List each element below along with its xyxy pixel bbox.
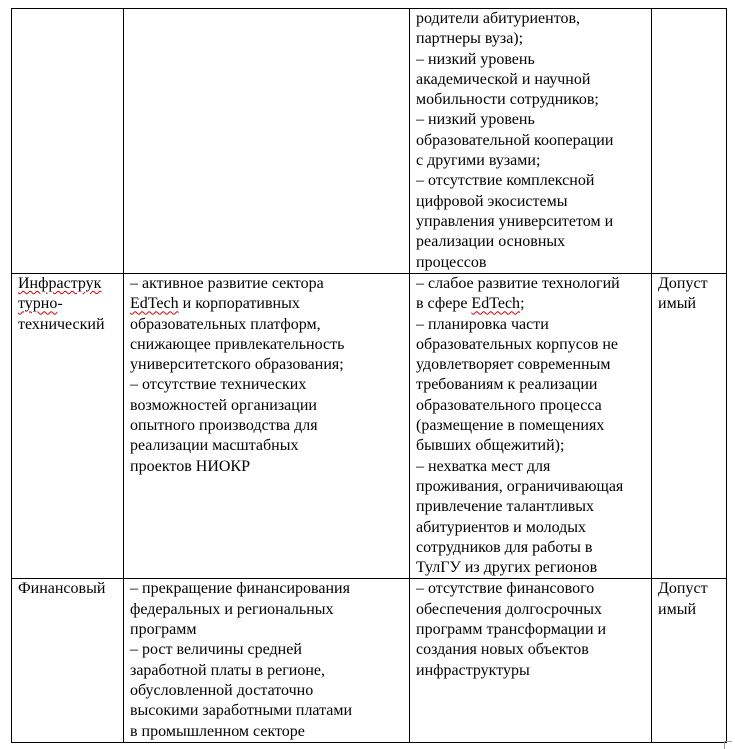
text-line: Инфраструк (18, 275, 102, 292)
text-line: образовательной кооперации (416, 131, 614, 149)
text-line: имый (658, 600, 696, 618)
text-line: – рост величины средней (130, 641, 302, 659)
internal-factors-cell (410, 579, 652, 743)
text-line: проектов НИОКР (130, 457, 250, 475)
risk-level-cell (652, 579, 727, 743)
text-line: академической и научной (416, 70, 591, 88)
text-line: мобильности сотрудников; (416, 91, 599, 109)
text-line: инфраструктуры (416, 661, 530, 679)
text-line: партнеры вуза); (416, 30, 524, 48)
factor-cell (12, 9, 124, 274)
text-line: абитуриентов и молодых (416, 518, 587, 536)
text-line: образовательных платформ, (130, 315, 321, 333)
table-row (12, 579, 727, 743)
text-line: ТулГУ из других регионов (416, 559, 598, 577)
text-line: обеспечения долгосрочных (416, 600, 602, 618)
text-line: реализации масштабных (130, 437, 299, 455)
text-line: в сфере EdTech; (416, 295, 525, 313)
text-line: – активное развитие сектора (130, 275, 324, 292)
text-line: удовлетворяет современным (416, 356, 611, 374)
text-line: (размещение в помещениях (416, 417, 605, 435)
text-line: – прекращение финансирования (130, 580, 350, 598)
swot-table (11, 8, 727, 743)
text-line: в промышленном секторе (130, 722, 305, 740)
text-line: Финансовый (18, 580, 106, 598)
text-line: заработной платы в регионе, (130, 661, 325, 679)
text-line: – планировка части (416, 315, 549, 333)
factor-cell (12, 274, 124, 579)
text-line: бывших общежитий); (416, 437, 565, 455)
text-line: университетского образования; (130, 356, 344, 374)
text-line: проживания, ограничивающая (416, 477, 624, 495)
text-line: технический (18, 315, 105, 333)
text-line: – низкий уровень (416, 111, 535, 129)
text-line: требованиям к реализации (416, 376, 598, 394)
factor-cell (12, 579, 124, 743)
text-line: привлечение талантливых (416, 498, 595, 516)
text-line: управления университетом и (416, 212, 614, 230)
text-line: EdTech и корпоративных (130, 295, 300, 313)
text-line: – нехватка мест для (416, 457, 551, 475)
text-line: родители абитуриентов, (416, 10, 581, 27)
text-line: реализации основных (416, 233, 566, 251)
text-line: процессов (416, 253, 487, 271)
text-line: образовательного процесса (416, 396, 602, 414)
text-line: образовательных корпусов не (416, 335, 619, 353)
page-corner-mark (724, 741, 732, 749)
risk-level-cell (652, 9, 727, 274)
text-line: имый (658, 295, 696, 313)
text-line: возможностей организации (130, 396, 317, 414)
risk-level-cell (652, 274, 727, 579)
text-line: – слабое развитие технологий (416, 275, 620, 292)
text-line: снижающее привлекательность (130, 335, 345, 353)
external-factors-cell (124, 579, 410, 743)
text-line: Допуст (658, 580, 708, 598)
table-row (12, 9, 727, 274)
text-line: федеральных и региональных (130, 600, 334, 618)
text-line: – отсутствие финансового (416, 580, 595, 598)
text-line: создания новых объектов (416, 641, 589, 659)
text-line: опытного производства для (130, 417, 318, 435)
text-line: – отсутствие технических (130, 376, 307, 394)
text-line: с другими вузами; (416, 152, 541, 170)
text-line: – низкий уровень (416, 50, 535, 68)
external-factors-cell (124, 274, 410, 579)
text-line: цифровой экосистемы (416, 192, 568, 210)
text-line: программ (130, 621, 197, 639)
table-row (12, 274, 727, 579)
internal-factors-cell (410, 9, 652, 274)
external-factors-cell (124, 9, 410, 274)
text-line: турно- (18, 295, 63, 313)
internal-factors-cell (410, 274, 652, 579)
text-line: сотрудников для работы в (416, 538, 593, 556)
text-line: высокими заработными платами (130, 702, 353, 720)
text-line: обусловленной достаточно (130, 681, 314, 699)
text-line: программ трансформации и (416, 621, 607, 639)
text-line: – отсутствие комплексной (416, 172, 595, 190)
text-line: Допуст (658, 275, 708, 292)
